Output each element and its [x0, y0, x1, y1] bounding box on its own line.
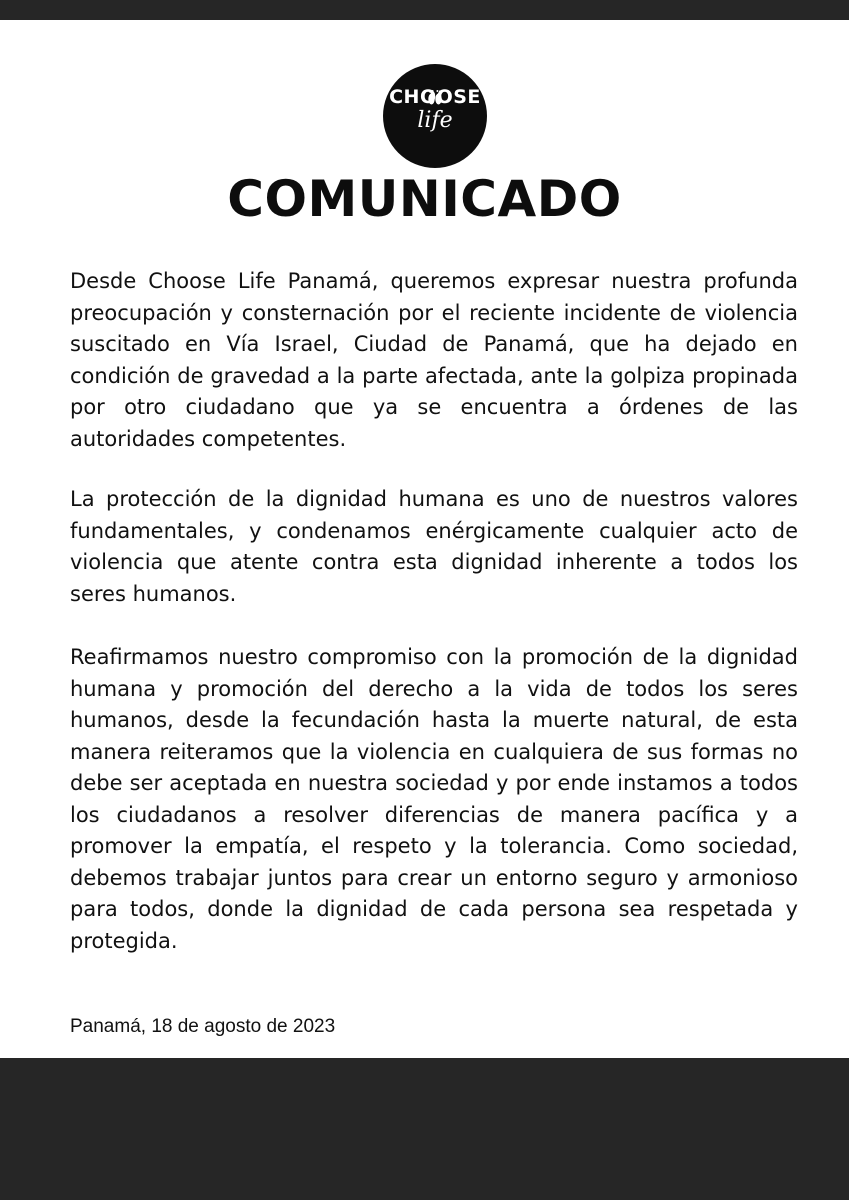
- paragraph-1: Desde Choose Life Panamá, queremos expresar nuestra profunda preocupación y consternación por el reciente incidente de violencia suscitado en Vía Israel, Ciudad de Panamá, que ha dejado en condición de gravedad a la parte afectada, ante la golpiza propinada por otro ciudadano que ya se encuentra a órdenes de las autoridades competentes.: [70, 269, 798, 451]
- choose-life-logo: [383, 64, 487, 168]
- page-title: COMUNICADO: [227, 170, 622, 228]
- logo-script: life: [417, 108, 453, 133]
- paragraph-2: La protección de la dignidad humana es uno de nuestros valores fundamentales, y condenamos enérgicamente cualquier acto de violencia que atente contra esta dignidad inherente a todos los seres humanos.: [70, 487, 798, 606]
- paragraph-3: Reafirmamos nuestro compromiso con la promoción de la dignidad humana y promoción del derecho a la vida de todos los seres humanos, desde la fecundación hasta la muerte natural, de esta manera reiteramos que la violencia en cualquiera de sus formas no debe ser aceptada en nuestra sociedad y por ende instamos a todos los ciudadanos a resolver diferencias de manera pacífica y a promover la empatía, el respeto y la tolerancia. Como sociedad, debemos trabajar juntos para crear un entorno seguro y armonioso para todos, donde la dignidad de cada persona sea respetada y protegida.: [70, 645, 798, 953]
- date-line: Panamá, 18 de agosto de 2023: [70, 1016, 336, 1037]
- logo-word: CHOOSE: [389, 86, 481, 108]
- top-banner-bar: [0, 0, 849, 20]
- bottom-footer-bar: [0, 1058, 849, 1200]
